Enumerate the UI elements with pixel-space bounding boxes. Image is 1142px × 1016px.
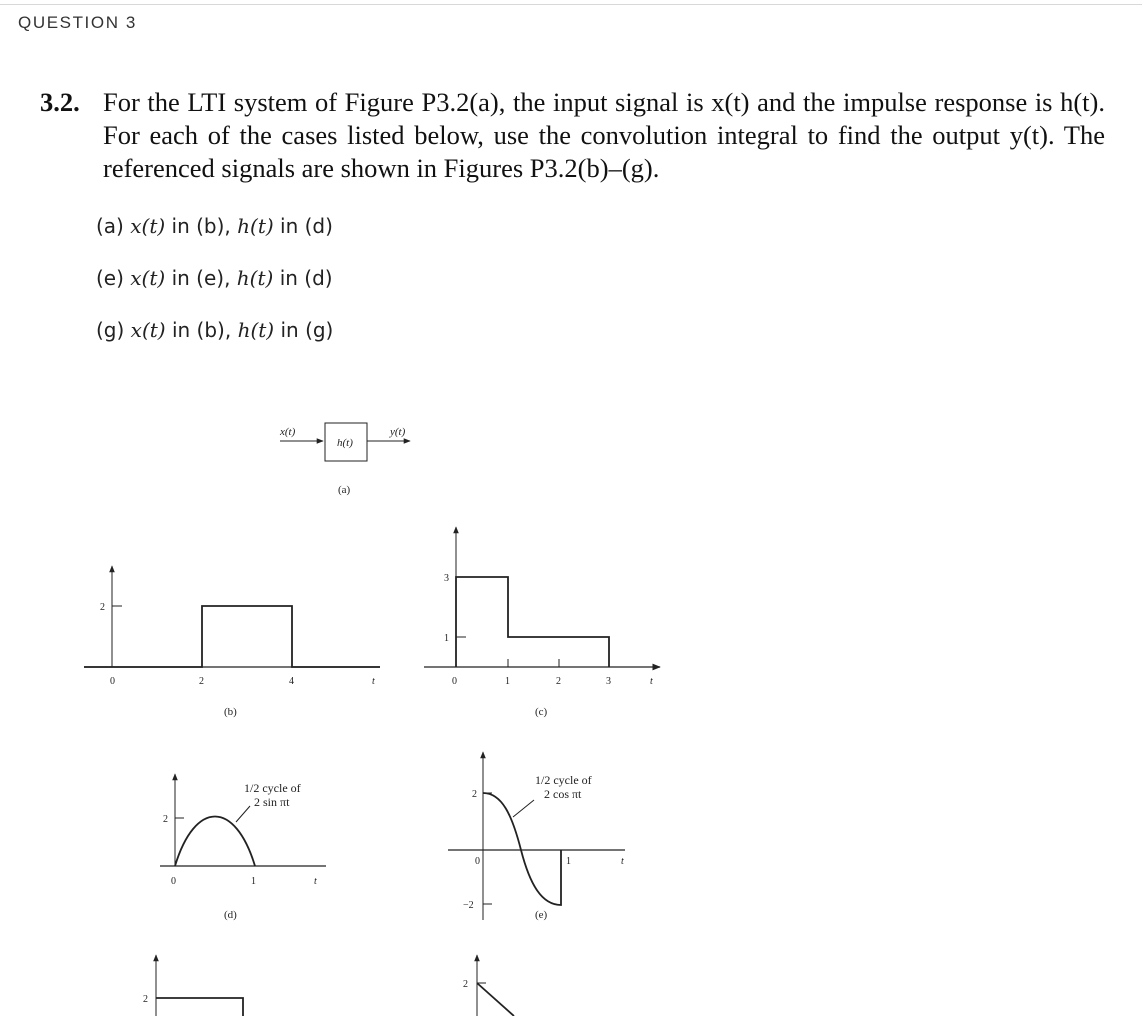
y-tick: 3 bbox=[444, 573, 449, 584]
case-h: h(t) bbox=[237, 214, 274, 238]
case-label: (a) bbox=[96, 214, 124, 238]
case-label: (e) bbox=[96, 266, 124, 290]
axis-label: t bbox=[621, 856, 624, 867]
case-x: x(t) bbox=[130, 318, 166, 342]
case-h-ref: (d) bbox=[304, 214, 333, 238]
annotation-line-1: 1/2 cycle of bbox=[244, 781, 301, 795]
output-label: y(t) bbox=[390, 426, 406, 438]
signal-f bbox=[156, 998, 243, 1016]
y-tick: 2 bbox=[472, 789, 477, 800]
case-x: x(t) bbox=[130, 266, 166, 290]
figure-c bbox=[424, 527, 660, 718]
signal-g bbox=[477, 983, 514, 1016]
case-in: in bbox=[280, 214, 299, 238]
input-label: x(t) bbox=[280, 426, 296, 438]
axis-label: t bbox=[314, 876, 317, 887]
caption-b: (b) bbox=[224, 706, 237, 718]
y-tick: −2 bbox=[463, 900, 474, 911]
annotation-line-2: 2 sin πt bbox=[254, 795, 290, 809]
case-in: in bbox=[171, 266, 190, 290]
annotation-pointer bbox=[236, 806, 250, 822]
x-tick: 2 bbox=[556, 676, 561, 687]
figure-g-partial bbox=[463, 955, 514, 1016]
case-x: x(t) bbox=[130, 214, 166, 238]
case-in: in bbox=[171, 318, 191, 342]
figure-b bbox=[84, 566, 380, 718]
x-tick: 0 bbox=[171, 876, 176, 887]
x-tick: 0 bbox=[475, 856, 480, 867]
annotation-line-1: 1/2 cycle of bbox=[535, 773, 592, 787]
caption-e: (e) bbox=[535, 909, 548, 921]
case-in: in bbox=[280, 318, 299, 342]
annotation-line-2: 2 cos πt bbox=[544, 787, 582, 801]
axis-label: t bbox=[372, 676, 375, 687]
x-tick: 4 bbox=[289, 676, 294, 687]
y-tick: 2 bbox=[463, 979, 468, 990]
case-in: in bbox=[171, 214, 190, 238]
figure-e bbox=[448, 752, 625, 921]
case-x-ref: (e), bbox=[196, 266, 231, 290]
figure-f-partial bbox=[143, 955, 243, 1016]
axis-label: t bbox=[650, 676, 653, 687]
caption-d: (d) bbox=[224, 909, 237, 921]
case-h-ref: (d) bbox=[304, 266, 333, 290]
y-tick: 1 bbox=[444, 633, 449, 644]
case-in: in bbox=[279, 266, 298, 290]
case-h: h(t) bbox=[237, 318, 275, 342]
figure-d bbox=[160, 774, 326, 921]
y-tick: 2 bbox=[163, 814, 168, 825]
x-tick: 1 bbox=[251, 876, 256, 887]
x-tick: 1 bbox=[505, 676, 510, 687]
case-h-ref: (g) bbox=[305, 318, 334, 342]
case-label: (g) bbox=[96, 318, 125, 342]
case-x-ref: (b), bbox=[196, 318, 232, 342]
x-tick: 3 bbox=[606, 676, 611, 687]
caption-a: (a) bbox=[338, 484, 351, 496]
caption-c: (c) bbox=[535, 706, 548, 718]
x-tick: 1 bbox=[566, 856, 571, 867]
case-x-ref: (b), bbox=[196, 214, 231, 238]
problem-number: 3.2. bbox=[40, 87, 80, 117]
figure-a-block-diagram bbox=[279, 423, 410, 496]
annotation-pointer bbox=[513, 800, 534, 817]
case-h: h(t) bbox=[236, 266, 274, 290]
x-tick: 0 bbox=[452, 676, 457, 687]
x-tick: 2 bbox=[199, 676, 204, 687]
problem-text: For the LTI system of Figure P3.2(a), the input signal is x(t) and the impulse response is h(t). For each of the cases listed below, use the convolution integral to find the output y(t). The referenced signals are shown in Figures P3.2(b)–(g). bbox=[103, 87, 1105, 183]
question-heading: QUESTION 3 bbox=[18, 13, 137, 32]
signal-c bbox=[456, 577, 609, 667]
block-label: h(t) bbox=[337, 437, 353, 449]
signal-b bbox=[84, 606, 380, 667]
y-tick: 2 bbox=[100, 602, 105, 613]
y-tick: 2 bbox=[143, 994, 148, 1005]
x-tick: 0 bbox=[110, 676, 115, 687]
signal-d bbox=[175, 817, 255, 867]
